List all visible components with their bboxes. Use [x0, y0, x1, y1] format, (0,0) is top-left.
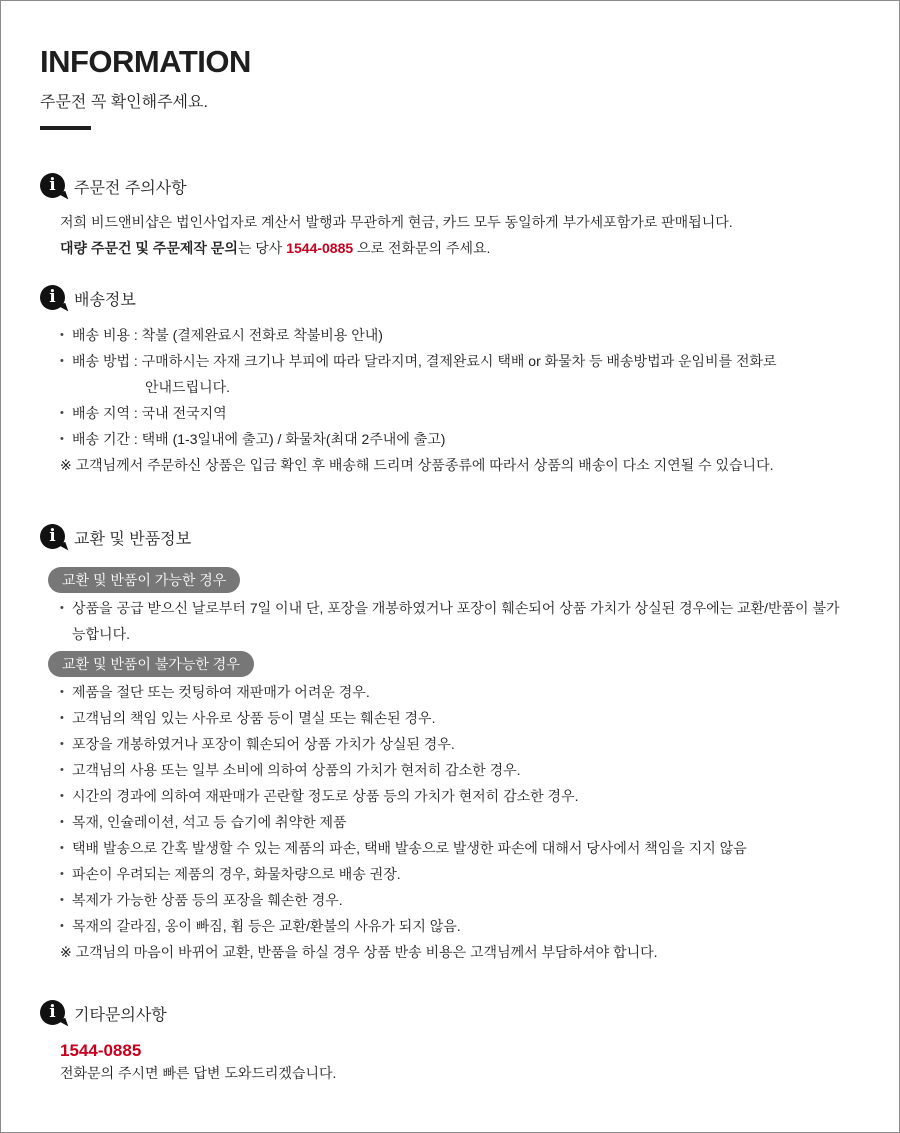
- list-item: • 택배 발송으로 간혹 발생할 수 있는 제품의 파손, 택배 발송으로 발생한 파손에 대해서 당사에서 책임을 지지 않음: [60, 835, 840, 861]
- shipping-note: ※ 고객님께서 주문하신 상품은 입금 확인 후 배송해 드리며 상품종류에 따라서 상품의 배송이 다소 지연될 수 있습니다.: [60, 457, 774, 473]
- list-item: • 상품을 공급 받으신 날로부터 7일 이내 단, 포장을 개봉하였거나 포장이 훼손되어 상품 가치가 상실된 경우에는 교환/반품이 불가능합니다.: [60, 595, 840, 647]
- list-item: • 제품을 절단 또는 컷팅하여 재판매가 어려운 경우.: [60, 679, 840, 705]
- list-item: • 배송 비용 : 착불 (결제완료시 전화로 착불비용 안내): [60, 322, 777, 348]
- return-note: ※ 고객님의 마음이 바뀌어 교환, 반품을 하실 경우 상품 반송 비용은 고객님께서 부담하셔야 합니다.: [60, 944, 658, 960]
- list-item: • 고객님의 책임 있는 사유로 상품 등이 멸실 또는 훼손된 경우.: [60, 705, 840, 731]
- page-subtitle: 주문전 꼭 확인해주세요.: [40, 94, 208, 111]
- list-item: • 배송 지역 : 국내 전국지역: [60, 400, 777, 426]
- impossible-cases-badge: 교환 및 반품이 불가능한 경우: [48, 651, 254, 677]
- possible-cases-badge: 교환 및 반품이 가능한 경우: [48, 567, 240, 593]
- list-item: • 포장을 개봉하였거나 포장이 훼손되어 상품 가치가 상실된 경우.: [60, 731, 840, 757]
- list-item: • 고객님의 사용 또는 일부 소비에 의하여 상품의 가치가 현저히 감소한 경우.: [60, 757, 840, 783]
- section-order-notice: [40, 173, 733, 261]
- list-item: • 복제가 가능한 상품 등의 포장을 훼손한 경우.: [60, 887, 840, 913]
- list-item-continued: 안내드립니다.: [145, 379, 231, 395]
- list-item: • 파손이 우려되는 제품의 경우, 화물차량으로 배송 권장.: [60, 861, 840, 887]
- section-other-inquiry: [40, 1000, 336, 1084]
- list-item: • 배송 방법 : 구매하시는 자재 크기나 부피에 따라 달라지며, 결제완료시 택배 or 화물차 등 배송방법과 운임비를 전화로: [60, 348, 777, 374]
- list-item: • 배송 기간 : 택배 (1-3일내에 출고) / 화물차(최대 2주내에 출고): [60, 426, 777, 452]
- notice-line: 저희 비드앤비샵은 법인사업자로 계산서 발행과 무관하게 현금, 카드 모두 동일하게 부가세포함가로 판매됩니다.: [60, 214, 733, 230]
- section-exchange-return: [40, 524, 840, 965]
- section-title: 주문전 주의사항: [74, 179, 187, 197]
- info-icon: i: [40, 173, 66, 199]
- notice-line: 대량 주문건 및 주문제작 문의는 당사 1544-0885 으로 전화문의 주세요.: [60, 240, 491, 256]
- info-icon: i: [40, 524, 66, 550]
- section-title: 배송정보: [74, 291, 136, 309]
- page-title: INFORMATION: [40, 44, 251, 79]
- list-item: • 목재, 인슐레이션, 석고 등 습기에 취약한 제품: [60, 809, 840, 835]
- section-title: 기타문의사항: [74, 1006, 167, 1024]
- phone-number: 1544-0885: [286, 240, 354, 256]
- phone-number: 1544-0885: [60, 1041, 142, 1060]
- title-underline: [40, 126, 91, 130]
- list-item: • 시간의 경과에 의하여 재판매가 곤란할 정도로 상품 등의 가치가 현저히 감소한 경우.: [60, 783, 840, 809]
- list-item: • 목재의 갈라짐, 옹이 빠짐, 휨 등은 교환/환불의 사유가 되지 않음.: [60, 913, 840, 939]
- info-icon: i: [40, 285, 66, 311]
- info-icon: i: [40, 1000, 66, 1026]
- section-title: 교환 및 반품정보: [74, 530, 192, 548]
- section-shipping: [40, 285, 777, 478]
- inquiry-text: 전화문의 주시면 빠른 답변 도와드리겠습니다.: [60, 1065, 337, 1081]
